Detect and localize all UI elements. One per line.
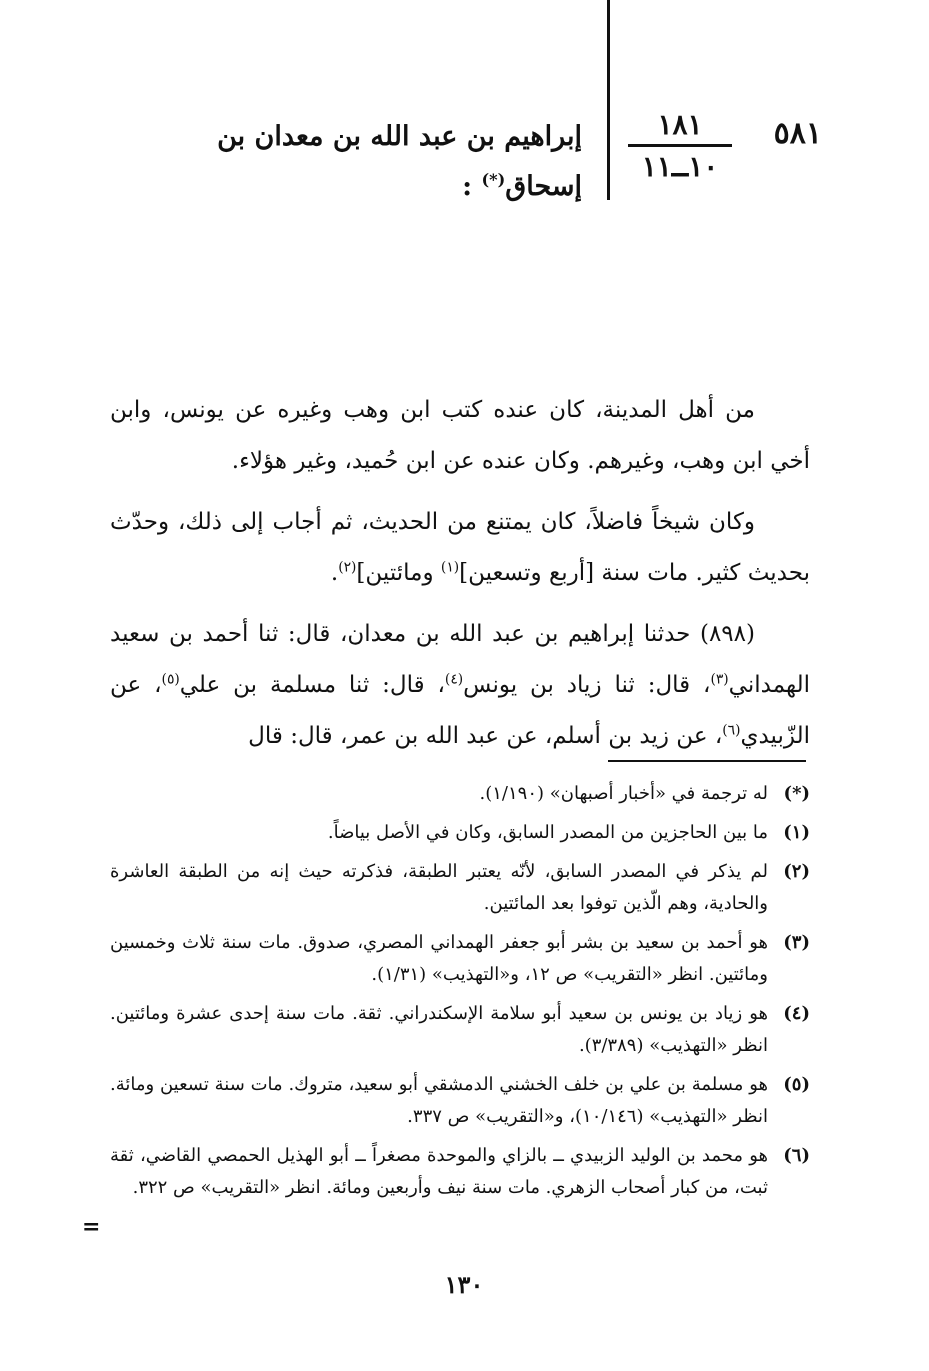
paragraph-3-part-b: ، قال: ثنا مسلمة بن علي [179,672,445,698]
footnote [110,1140,810,1204]
footnote-mark: (٤) [783,1003,810,1024]
footnote [110,927,810,991]
heading-footnote-marker: (*) [481,170,506,189]
footnote [110,778,810,810]
footnote-text: له ترجمة في «أخبار أصبهان» (١/١٩٠). [479,783,768,804]
paragraph-2 [110,497,810,599]
page-number: ١٣٠ [444,1270,484,1299]
entry-heading [142,112,582,212]
footnote-mark: (*) [783,783,810,804]
paragraph-3-part-c: ، عن الزّبيدي [110,672,810,749]
reference-fraction [628,108,732,187]
footnote-separator [608,760,806,762]
footnote-mark: (٢) [783,861,810,882]
heading-colon: : [462,171,473,202]
footnote-ref-3: (٣) [710,671,729,688]
footnote-mark: (٣) [783,932,810,953]
footnote-mark: (٥) [783,1074,810,1095]
footnote-ref-5: (٥) [161,671,180,688]
paragraph-2-mid: ومائتين] [356,560,441,586]
main-text [110,385,810,762]
footnote-text: هو مسلمة بن علي بن خلف الخشني الدمشقي أبو سعيد، متروك. مات سنة تسعين ومائة. انظر «التهذيب» (١٠/١٤٦)، و«التقريب» ص ٣٣٧. [110,1074,768,1127]
paragraph-3-part-a: ، قال: ثنا زياد بن يونس [463,672,711,698]
continuation-mark: = [82,1214,101,1240]
entry-number: ٥٨١ [773,116,822,151]
footnote [110,998,810,1062]
paragraph-3-text: (٨٩٨) حدثنا إبراهيم بن عبد الله بن معدان، قال: ثنا أحمد بن سعيد الهمداني [110,621,811,698]
footnote-text: لم يذكر في المصدر السابق، لأنّه يعتبر الطبقة، فذكرته حيث إنه من الطبقة العاشرة والحادية، وهم الّذين توفوا بعد المائتين. [110,861,768,914]
paragraph-1: من أهل المدينة، كان عنده كتب ابن وهب وغيره عن يونس، وابن أخي ابن وهب، وغيرهم. وكان عنده عن ابن حُميد، وغير هؤلاء. [110,397,810,474]
footnote-text: ما بين الحاجزين من المصدر السابق، وكان في الأصل بياضاً. [327,822,768,843]
footnote-text: هو زياد بن يونس بن سعيد أبو سلامة الإسكندراني. ثقة. مات سنة إحدى عشرة ومائتين. انظر «التهذيب» (٣/٣٨٩). [110,1003,768,1056]
paragraph-3-part-d: ، عن زيد بن أسلم، عن عبد الله بن عمر، قال: قال [248,723,723,749]
fraction-bottom: ١٠ــ١١ [641,150,719,183]
footnote-mark: (٦) [783,1145,810,1166]
footnote-text: هو محمد بن الوليد الزبيدي ــ بالزاي والموحدة مصغراً ــ أبو الهذيل الحمصي القاضي، ثقة ثبت، من كبار أصحاب الزهري. مات سنة نيف وأربعين ومائة. انظر «التقريب» ص ٣٢٢. [110,1145,768,1198]
footnote-text: هو أحمد بن سعيد بن بشر أبو جعفر الهمداني المصري، صدوق. مات سنة ثلاث وخمسين ومائتين. انظر «التقريب» ص ١٢، و«التهذيب» (١/٣١). [110,932,768,985]
footnote [110,817,810,849]
footnote-mark: (١) [783,822,810,843]
paragraph-2-end: . [330,560,339,586]
paragraph-2-text: وكان شيخاً فاضلاً، كان يمتنع من الحديث، ثم أجاب إلى ذلك، وحدّث بحديث كثير. مات سنة [أربع وتسعين] [110,509,810,586]
footnote-ref-1: (١) [440,559,460,576]
paragraph-3 [110,609,810,762]
footnote [110,1069,810,1133]
heading-line-2 [142,162,582,212]
fraction-top: ١٨١ [628,108,732,147]
footnote-ref-2: (٢) [338,559,357,576]
heading-line-1: إبراهيم بن عبد الله بن معدان بن [217,121,582,152]
footnote [110,856,810,920]
footnotes [110,778,810,1211]
footnote-ref-6: (٦) [722,722,741,739]
footnote-ref-4: (٤) [444,671,464,688]
heading-name: إسحاق [505,171,582,202]
header-vertical-rule [607,0,610,200]
